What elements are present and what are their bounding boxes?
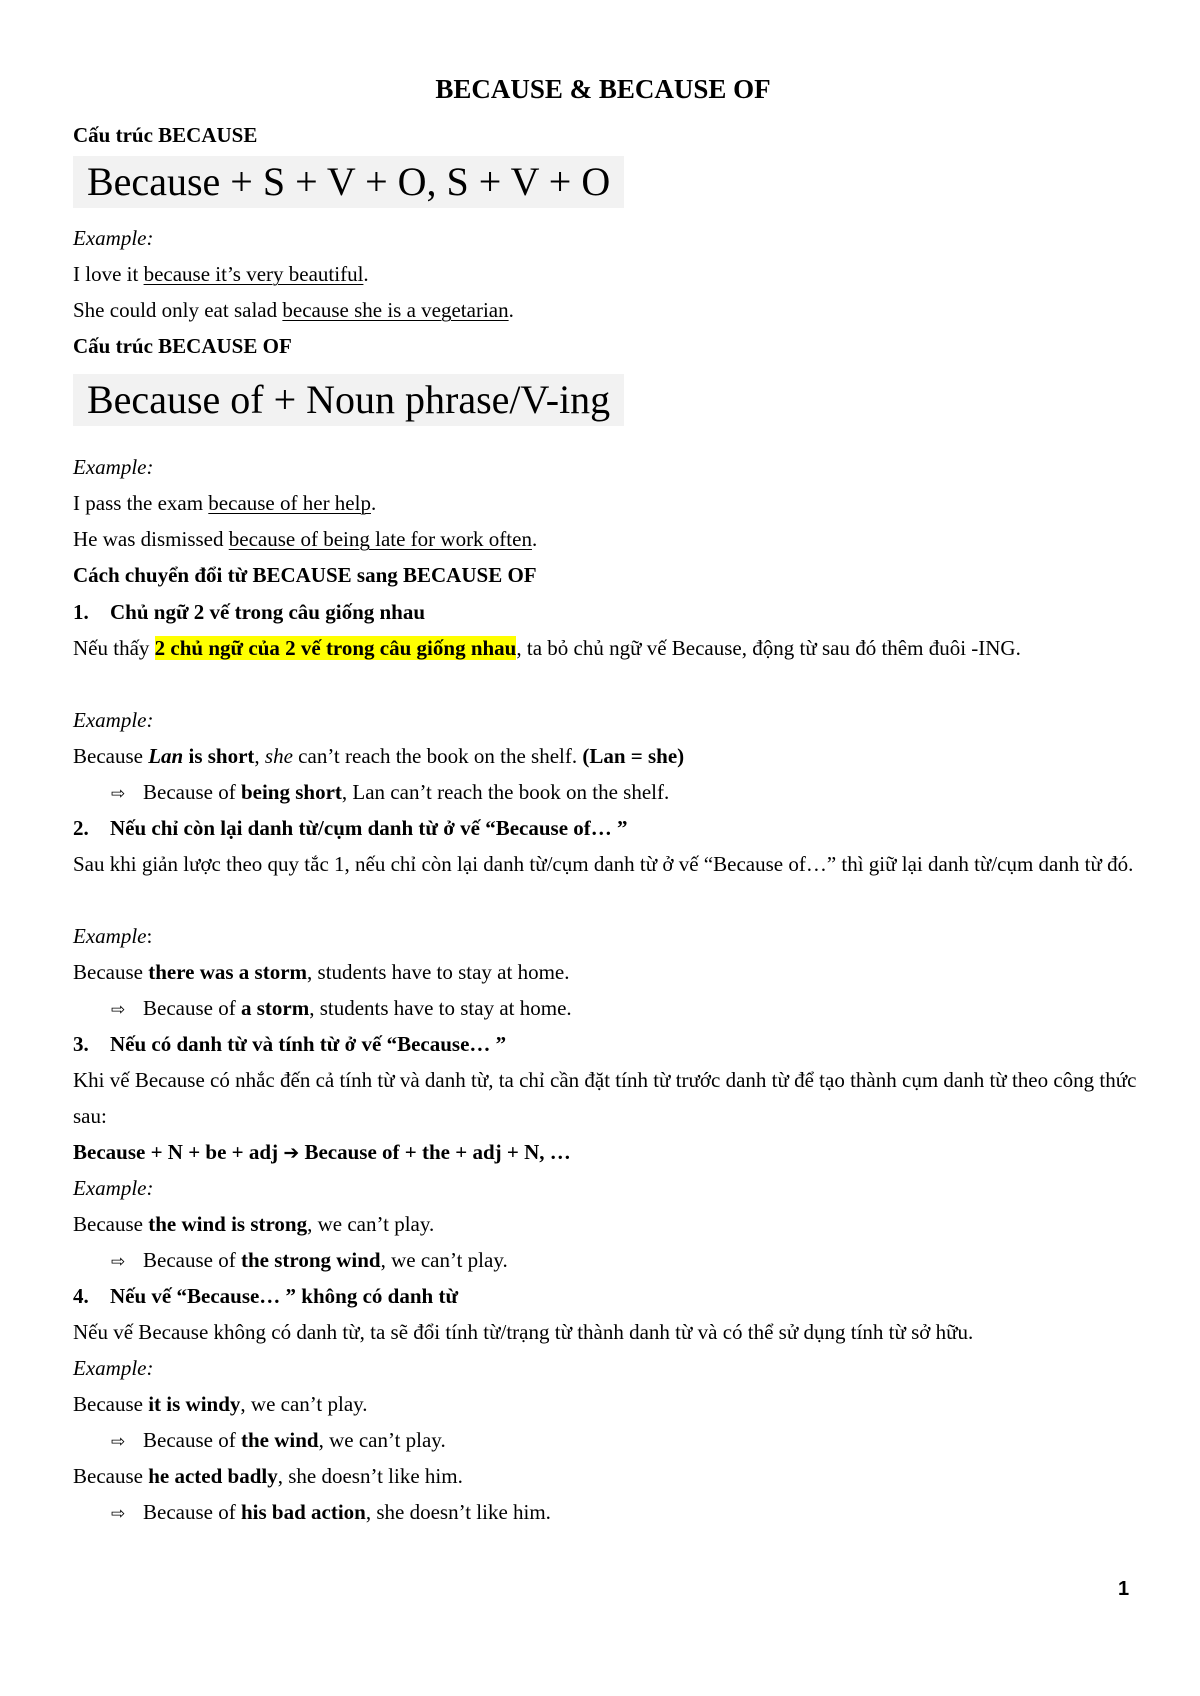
rule-2-heading: 2. Nếu chỉ còn lại danh từ/cụm danh từ ở vế “Because of… ” (73, 816, 628, 840)
rule-2-description: Sau khi giản lược theo quy tắc 1, nếu chỉ còn lại danh từ/cụm danh từ ở vế “Because of…” thì giữ lại danh từ/cụm danh từ đó. (73, 852, 1134, 876)
document-title: BECAUSE & BECAUSE OF (435, 74, 771, 104)
example-sentence: She could only eat salad because she is a vegetarian. (73, 298, 514, 322)
example-sentence: He was dismissed because of being late for work often. (73, 527, 538, 551)
arrow-right-icon: ⇨ (111, 1432, 126, 1452)
arrow-right-icon: ⇨ (111, 1504, 126, 1524)
example-result: ⇨ Because of a storm, students have to stay at home. (111, 994, 1181, 1024)
example-label: Example: (73, 455, 154, 479)
example-label: Example: (73, 708, 154, 732)
example-sentence: Because Lan is short, she can’t reach the book on the shelf. (Lan = she) (73, 744, 685, 768)
formula-because: Because + S + V + O, S + V + O (73, 156, 624, 208)
highlighted-text: 2 chủ ngữ của 2 vế trong câu giống nhau (154, 636, 517, 660)
arrow-right-icon: ⇨ (111, 1000, 126, 1020)
example-result: ⇨ Because of his bad action, she doesn’t like him. (111, 1498, 1181, 1528)
formula-because-of: Because of + Noun phrase/V-ing (73, 374, 624, 426)
rule-4-heading: 4. Nếu vế “Because… ” không có danh từ (73, 1284, 459, 1308)
section-heading-because: Cấu trúc BECAUSE (73, 123, 258, 147)
example-sentence: I pass the exam because of her help. (73, 491, 377, 515)
example-sentence: Because the wind is strong, we can’t play. (73, 1212, 435, 1236)
example-result: ⇨ Because of the wind, we can’t play. (111, 1426, 1181, 1456)
section-heading-because-of: Cấu trúc BECAUSE OF (73, 334, 292, 358)
rule-4-description: Nếu vế Because không có danh từ, ta sẽ đổi tính từ/trạng từ thành danh từ và có thể sử dụng tính từ sở hữu. (73, 1320, 974, 1344)
rule-1-description: Nếu thấy 2 chủ ngữ của 2 vế trong câu giống nhau, ta bỏ chủ ngữ vế Because, động từ sau đó thêm đuôi -ING. (73, 636, 1021, 660)
page-number: 1 (1118, 1578, 1130, 1600)
section-heading-conversion: Cách chuyển đổi từ BECAUSE sang BECAUSE OF (73, 563, 537, 587)
example-label: Example: (73, 1176, 154, 1200)
rule-1-heading: 1. Chủ ngữ 2 vế trong câu giống nhau (73, 600, 426, 624)
example-label: Example: (73, 226, 154, 250)
arrow-icon: ➔ (283, 1142, 300, 1164)
example-result: ⇨ Because of the strong wind, we can’t play. (111, 1246, 1181, 1276)
example-result: ⇨ Because of being short, Lan can’t reach the book on the shelf. (111, 778, 1181, 808)
rule-3-formula: Because + N + be + adj ➔ Because of + the + adj + N, … (73, 1140, 571, 1164)
arrow-right-icon: ⇨ (111, 784, 126, 804)
example-sentence: Because he acted badly, she doesn’t like him. (73, 1464, 463, 1488)
rule-3-description: Khi vế Because có nhắc đến cả tính từ và danh từ, ta chỉ cần đặt tính từ trước danh từ để tạo thành cụm danh từ theo công thức sau: (73, 1068, 1137, 1128)
example-label: Example: (73, 1356, 154, 1380)
example-sentence: Because it is windy, we can’t play. (73, 1392, 368, 1416)
arrow-right-icon: ⇨ (111, 1252, 126, 1272)
example-label: Example: (73, 924, 153, 948)
rule-3-heading: 3. Nếu có danh từ và tính từ ở vế “Because… ” (73, 1032, 507, 1056)
example-sentence: I love it because it’s very beautiful. (73, 262, 369, 286)
example-sentence: Because there was a storm, students have to stay at home. (73, 960, 570, 984)
